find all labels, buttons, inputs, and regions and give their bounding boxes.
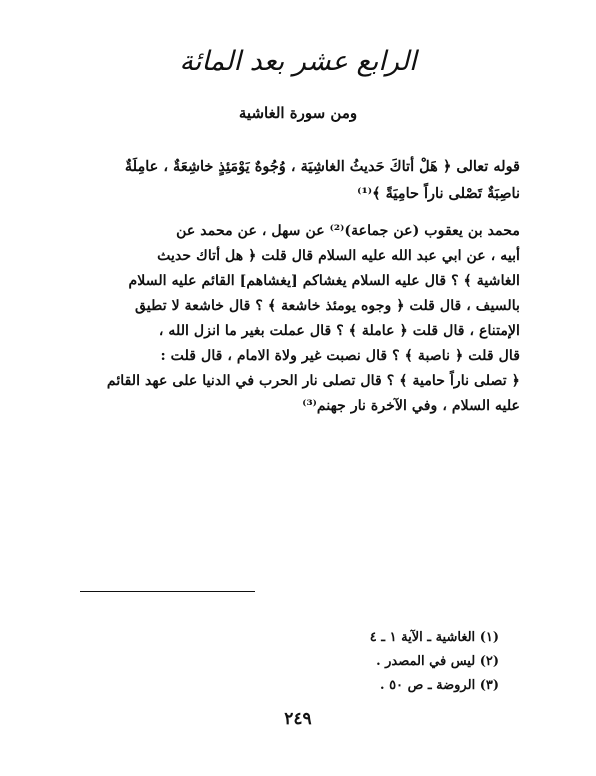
narration-line: محمد بن يعقوب (عن جماعة)⁽²⁾ عن سهل ، عن محمد عن bbox=[176, 223, 520, 239]
verse-paragraph bbox=[80, 153, 520, 207]
page-number: ٢٤٩ bbox=[284, 709, 312, 729]
narration-line: قال قلت ﴿ ناصبة ﴾ ؟ قال نصبت غير ولاة الامام ، قال قلت : bbox=[160, 348, 520, 364]
footnote-separator bbox=[80, 591, 255, 592]
footnotes bbox=[370, 626, 499, 698]
footnote: (٢) ليس في المصدر . bbox=[376, 654, 499, 669]
narration-line: الإمتناع ، قال قلت ﴿ عاملة ﴾ ؟ قال عملت بغير ما انزل الله ، bbox=[158, 323, 520, 339]
chapter-title: الرابع عشر بعد المائة bbox=[179, 46, 417, 77]
footnote: (٣) الروضة ـ ص ٥٠ . bbox=[380, 678, 499, 693]
narration-line: أبيه ، عن ابي عبد الله عليه السلام قال قلت ﴿ هل أتاك حديث bbox=[157, 248, 520, 264]
narration-paragraph bbox=[80, 219, 520, 419]
narration-line: عليه السلام ، وفي الآخرة نار جهنم⁽³⁾ bbox=[302, 398, 520, 414]
narration-line: الغاشية ﴾ ؟ قال عليه السلام يغشاكم [يغشاهم] القائم عليه السلام bbox=[128, 273, 520, 289]
narration-line: ﴿ تصلى ناراً حامية ﴾ ؟ قال تصلى نار الحرب في الدنيا على عهد القائم bbox=[106, 373, 520, 389]
narration-line: بالسيف ، قال قلت ﴿ وجوه يومئذ خاشعة ﴾ ؟ قال خاشعة لا تطيق bbox=[134, 298, 520, 314]
surah-heading: ومن سورة الغاشية bbox=[238, 104, 358, 122]
verse-line: قوله تعالى ﴿ هَلْ أتاكَ حَديثُ الغاشِيَة ، وُجُوهٌ يَوْمَئِذٍ خاشِعَةٌ ، عامِلَةٌ bbox=[124, 158, 520, 175]
verse-line: ناصِبَةٌ تَصْلى ناراً حامِيَةً ﴾⁽¹⁾ bbox=[357, 185, 520, 202]
footnote: (١) الغاشية ـ الآية ١ ـ ٤ bbox=[369, 630, 499, 645]
